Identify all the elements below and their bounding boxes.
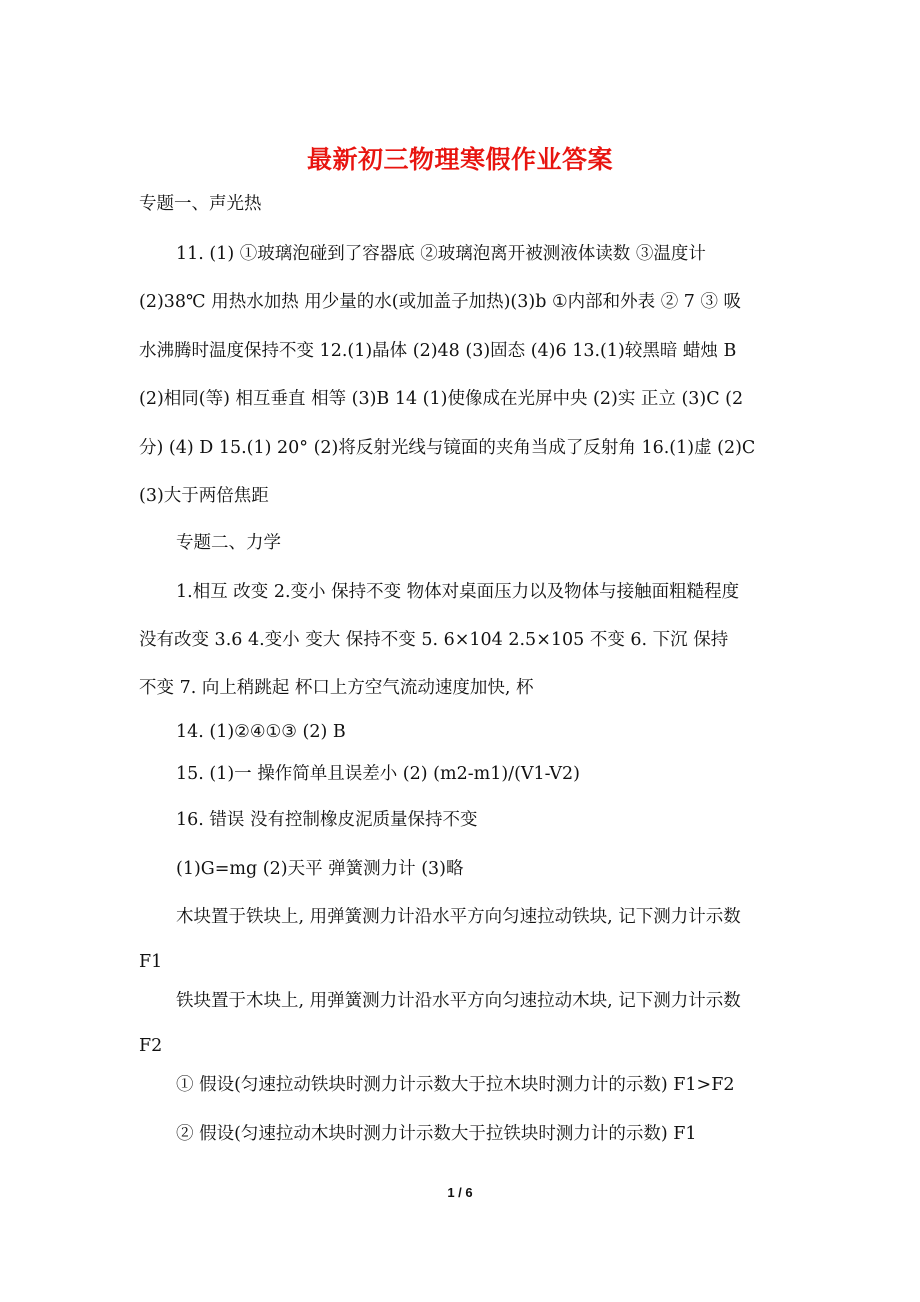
text-line: 16. 错误 没有控制橡皮泥质量保持不变	[176, 810, 478, 830]
page-title: 最新初三物理寒假作业答案	[306, 145, 613, 174]
text-line: ② 假设(匀速拉动木块时测力计示数大于拉铁块时测力计的示数) F1	[176, 1124, 697, 1144]
text-line: 不变 7. 向上稍跳起 杯口上方空气流动速度加快, 杯	[139, 678, 534, 698]
text-line: 分) (4) D 15.(1) 20° (2)将反射光线与镜面的夹角当成了反射角 16.(1)虚 (2)C	[139, 438, 756, 458]
text-line: ① 假设(匀速拉动铁块时测力计示数大于拉木块时测力计的示数) F1>F2	[176, 1075, 735, 1095]
text-line: 14. (1)②④①③ (2) B	[176, 722, 346, 742]
text-line: (2)38℃ 用热水加热 用少量的水(或加盖子加热)(3)b ①内部和外表 ② 7 ③ 吸	[139, 292, 742, 312]
text-line: (1)G=mg (2)天平 弹簧测力计 (3)略	[176, 859, 464, 879]
text-line: 1.相互 改变 2.变小 保持不变 物体对桌面压力以及物体与接触面粗糙程度	[176, 582, 740, 602]
text-line: F2	[139, 1036, 163, 1056]
text-line: (2)相同(等) 相互垂直 相等 (3)B 14 (1)使像成在光屏中央 (2)实 正立 (3)C (2	[139, 389, 744, 409]
text-line: 水沸腾时温度保持不变 12.(1)晶体 (2)48 (3)固态 (4)6 13.(1)较黑暗 蜡烛 B	[139, 341, 737, 361]
text-line: 11. (1) ①玻璃泡碰到了容器底 ②玻璃泡离开被测液体读数 ③温度计	[176, 244, 706, 264]
text-line: 铁块置于木块上, 用弹簧测力计沿水平方向匀速拉动木块, 记下测力计示数	[176, 991, 741, 1011]
text-line: 15. (1)一 操作简单且误差小 (2) (m2-m1)/(V1-V2)	[176, 764, 580, 784]
section-heading-mechanics: 专题二、力学	[176, 533, 281, 553]
text-line: F1	[139, 952, 163, 972]
section-heading-sound-light-heat: 专题一、声光热	[139, 194, 262, 214]
text-line: 木块置于铁块上, 用弹簧测力计沿水平方向匀速拉动铁块, 记下测力计示数	[176, 907, 741, 927]
text-line: 没有改变 3.6 4.变小 变大 保持不变 5. 6×104 2.5×105 不变 6. 下沉 保持	[139, 630, 729, 650]
page-number: 1 / 6	[447, 1185, 473, 1200]
text-line: (3)大于两倍焦距	[139, 486, 269, 506]
